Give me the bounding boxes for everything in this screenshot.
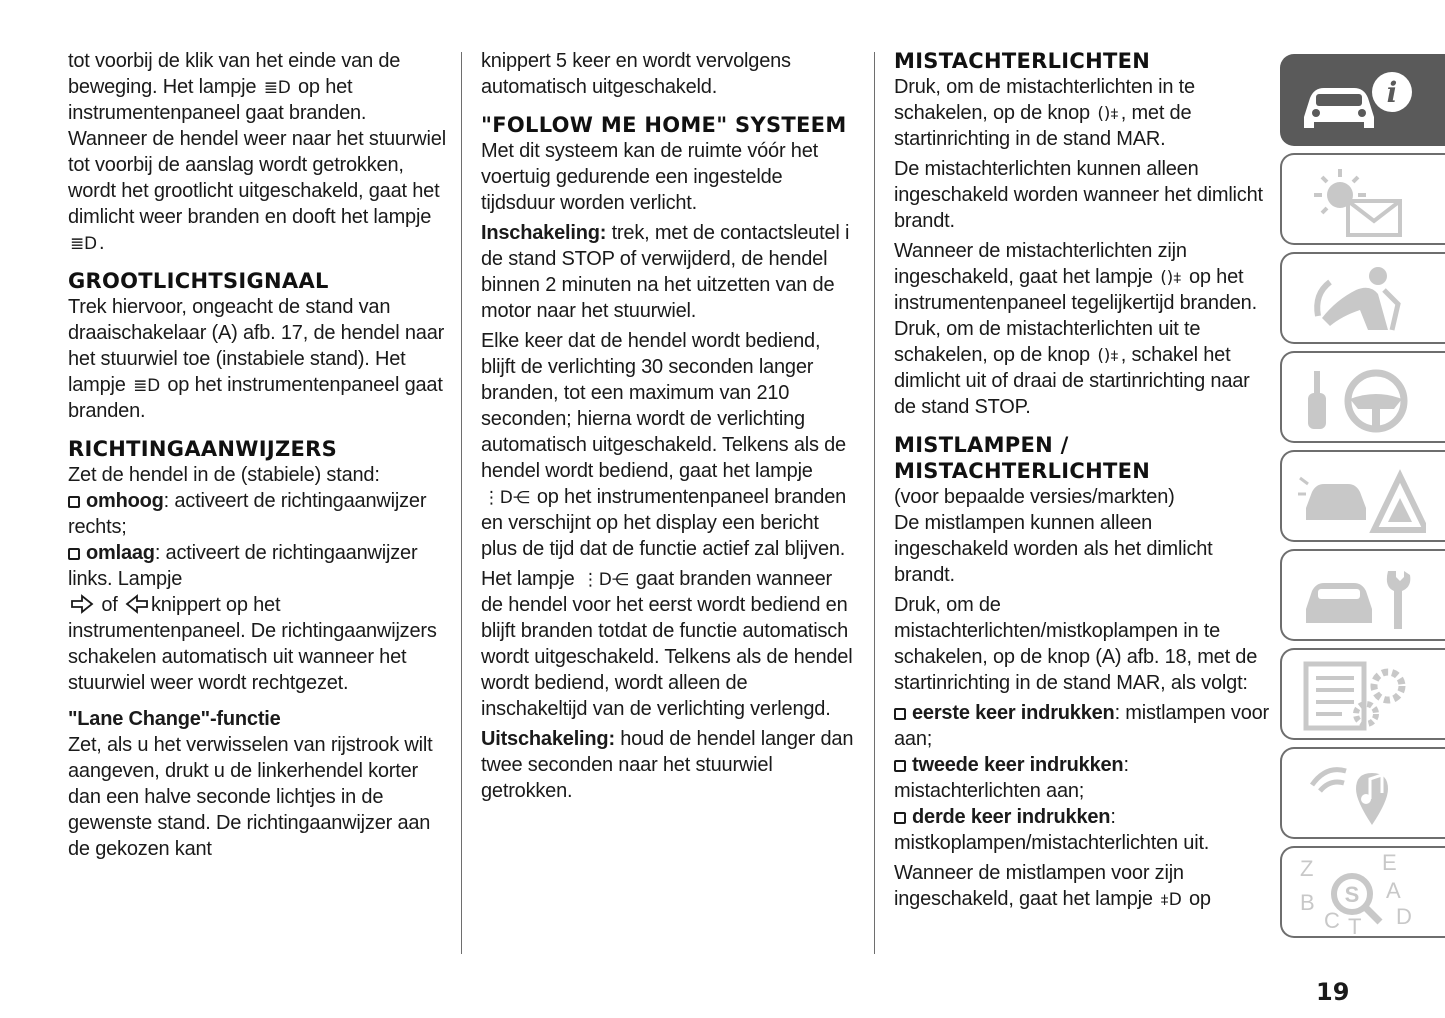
elke-keer-paragraph: Elke keer dat de hendel wordt bediend, blijft de verlichting 30 seconden langer branden, tot een maximum van 210 seconden; hierna wordt de verlichting automatisch uitgeschakeld. Telkens als de hendel wordt bediend, gaat het lampje ⋮D⋲ op het instrumentenpaneel branden en verschijnt op het display een bericht plus de tijd dat de functie actief zal blijven.: [481, 330, 847, 560]
column-3: [894, 48, 1269, 912]
rear-fog-icon: ()⧧: [1160, 268, 1182, 288]
arrow-right-icon: [70, 594, 94, 615]
mistlampen-paragraph-2: Druk, om de mistachterlichten/mistkoplampen in te schakelen, op de knop (A) afb. 18, met de startinrichting in de stand MAR, als volgt:: [894, 594, 1258, 694]
index-letter-b: B: [1300, 890, 1315, 915]
column-2: [481, 48, 856, 804]
bullet-square-icon: [894, 812, 906, 824]
bullet-square-icon: [894, 760, 906, 772]
index-letter-t: T: [1348, 914, 1362, 936]
high-beam-icon: ≣D: [70, 234, 97, 254]
starting-driving-icon: [1296, 359, 1426, 439]
lampje-paragraph: Het lampje ⋮D⋲ gaat branden wanneer de hendel voor het eerst wordt bediend en blijft branden totdat de functie automatisch wordt uitgeschakeld. Telkens als de hendel wordt bediend, wordt alleen de inschakeltijd van de verlichting verlengd.: [481, 568, 853, 720]
list-item-omlaag: omlaag: activeert de richtingaanwijzer links. Lampje of knippert op het instrumentenpaneel. De richtingaanwijzers schakelen automatisch uit wanneer het stuurwiel weer wordt rechtgezet.: [68, 542, 437, 694]
richting-intro: Zet de hendel in de (stabiele) stand:: [68, 464, 380, 486]
index-letter-c: C: [1324, 908, 1340, 933]
tab-safety[interactable]: [1280, 252, 1445, 344]
tab-maintenance[interactable]: [1280, 549, 1445, 641]
heading-richtingaanwijzers: RICHTINGAANWIJZERS: [68, 437, 338, 461]
safety-airbag-icon: [1296, 260, 1426, 340]
column-divider-2: [874, 52, 875, 954]
high-beam-icon: ≣D: [133, 376, 161, 396]
tab-multimedia[interactable]: [1280, 747, 1445, 839]
index-letter-e: E: [1382, 854, 1397, 875]
intro-paragraph: tot voorbij de klik van het einde van de beweging. Het lampje ≣D op het instrumentenpaneel gaat branden. Wanneer de hendel weer naar het stuurwiel tot voorbij de aanslag wordt getrokken, wordt het grootlicht uitgeschakeld, gaat het dimlicht weer branden en dooft het lampje ≣D .: [68, 50, 446, 254]
index-letter-d: D: [1396, 904, 1412, 929]
front-fog-icon: ⧧D: [1160, 890, 1182, 910]
emergency-icon: [1296, 458, 1426, 538]
maintenance-icon: [1296, 557, 1426, 637]
heading-lane-change: "Lane Change"-functie: [68, 708, 281, 730]
mistlampen-paragraph-3: Wanneer de mistlampen voor zijn ingeschakeld, gaat het lampje ⧧D op: [894, 862, 1211, 910]
column-divider-1: [461, 52, 462, 954]
index-letter-a: A: [1386, 878, 1401, 903]
list-item-eerste: eerste keer indrukken: mistlampen voor aan;: [894, 702, 1270, 750]
heading-follow-me-home: "FOLLOW ME HOME" SYSTEEM: [481, 113, 847, 137]
inschakeling-paragraph: Inschakeling: trek, met de contactsleutel i de stand STOP of verwijderd, de hendel binnen 2 minuten na het uitzetten van de motor naar het stuurwiel.: [481, 222, 850, 322]
tab-warning-lights[interactable]: [1280, 153, 1445, 245]
rear-fog-icon: ()⧧: [1097, 346, 1119, 366]
mist-paragraph-2: De mistachterlichten kunnen alleen ingeschakeld worden wanneer het dimlicht brandt.: [894, 158, 1263, 232]
rear-fog-icon: ()⧧: [1097, 104, 1119, 124]
heading-grootlichtsignaal: GROOTLICHTSIGNAAL: [68, 269, 329, 293]
follow-paragraph: Met dit systeem kan de ruimte vóór het voertuig gedurende een ingestelde tijdsduur worden verlicht.: [481, 140, 818, 214]
column-1: [68, 48, 446, 862]
bullet-square-icon: [68, 496, 80, 508]
versies-note: (voor bepaalde versies/markten): [894, 486, 1175, 508]
bullet-square-icon: [894, 708, 906, 720]
grootlicht-paragraph: Trek hiervoor, ongeacht de stand van draaischakelaar (A) afb. 17, de hendel naar het stuurwiel toe (instabiele stand). Het lampje ≣D op het instrumentenpaneel gaat branden.: [68, 296, 445, 422]
follow-me-home-icon: ⋮D⋲: [581, 570, 629, 590]
mist-paragraph-1: Druk, om de mistachterlichten in te schakelen, op de knop ()⧧ , met de startinrichting in de stand MAR.: [894, 76, 1195, 150]
mist-paragraph-3: Wanneer de mistachterlichten zijn ingeschakeld, gaat het lampje ()⧧ op het instrumentenpaneel tegelijkertijd branden. Druk, om de mistachterlichten uit te schakelen, op de knop ()⧧ , schakel het dimlicht uit of draai de startinrichting naar de stand STOP.: [894, 240, 1257, 418]
intro-paragraph: knippert 5 keer en wordt vervolgens automatisch uitgeschakeld.: [481, 50, 791, 98]
bullet-square-icon: [68, 548, 80, 560]
tab-index[interactable]: [1280, 846, 1445, 938]
lane-change-paragraph: Zet, als u het verwisselen van rijstrook wilt aangeven, drukt u de linkerhendel korter dan een halve seconde lichtjes in de gewenste stand. De richtingaanwijzer aan de gekozen kant: [68, 734, 433, 860]
mistlampen-paragraph-1: De mistlampen kunnen alleen ingeschakeld worden als het dimlicht brandt.: [894, 512, 1213, 586]
index-icon: [1296, 854, 1436, 936]
multimedia-icon: [1296, 755, 1426, 835]
list-item-derde: derde keer indrukken: mistkoplampen/mistachterlichten uit.: [894, 806, 1210, 854]
high-beam-icon: ≣D: [263, 78, 291, 98]
tab-technical-data[interactable]: [1280, 648, 1445, 740]
warning-lights-icon: [1296, 161, 1426, 241]
arrow-left-icon: [125, 594, 149, 615]
page-number: 19: [1316, 978, 1350, 1006]
follow-me-home-icon: ⋮D⋲: [483, 488, 530, 508]
tab-emergency[interactable]: [1280, 450, 1445, 542]
uitschakeling-paragraph: Uitschakeling: houd de hendel langer dan twee seconden naar het stuurwiel getrokken.: [481, 728, 854, 802]
heading-mistlampen: MISTLAMPEN / MISTACHTERLICHTEN: [894, 433, 1151, 483]
technical-data-icon: [1296, 656, 1426, 736]
car-info-icon: [1296, 62, 1426, 142]
index-letter-s: S: [1344, 882, 1360, 907]
heading-mistachterlichten: MISTACHTERLICHTEN: [894, 49, 1151, 73]
index-letter-z: Z: [1300, 856, 1314, 881]
tab-car-info[interactable]: [1280, 54, 1445, 146]
list-item-omhoog: omhoog: activeert de richtingaanwijzer rechts;: [68, 490, 427, 538]
svg-text:i: i: [1386, 76, 1398, 109]
list-item-tweede: tweede keer indrukken: mistachterlichten aan;: [894, 754, 1129, 802]
tab-starting-driving[interactable]: [1280, 351, 1445, 443]
